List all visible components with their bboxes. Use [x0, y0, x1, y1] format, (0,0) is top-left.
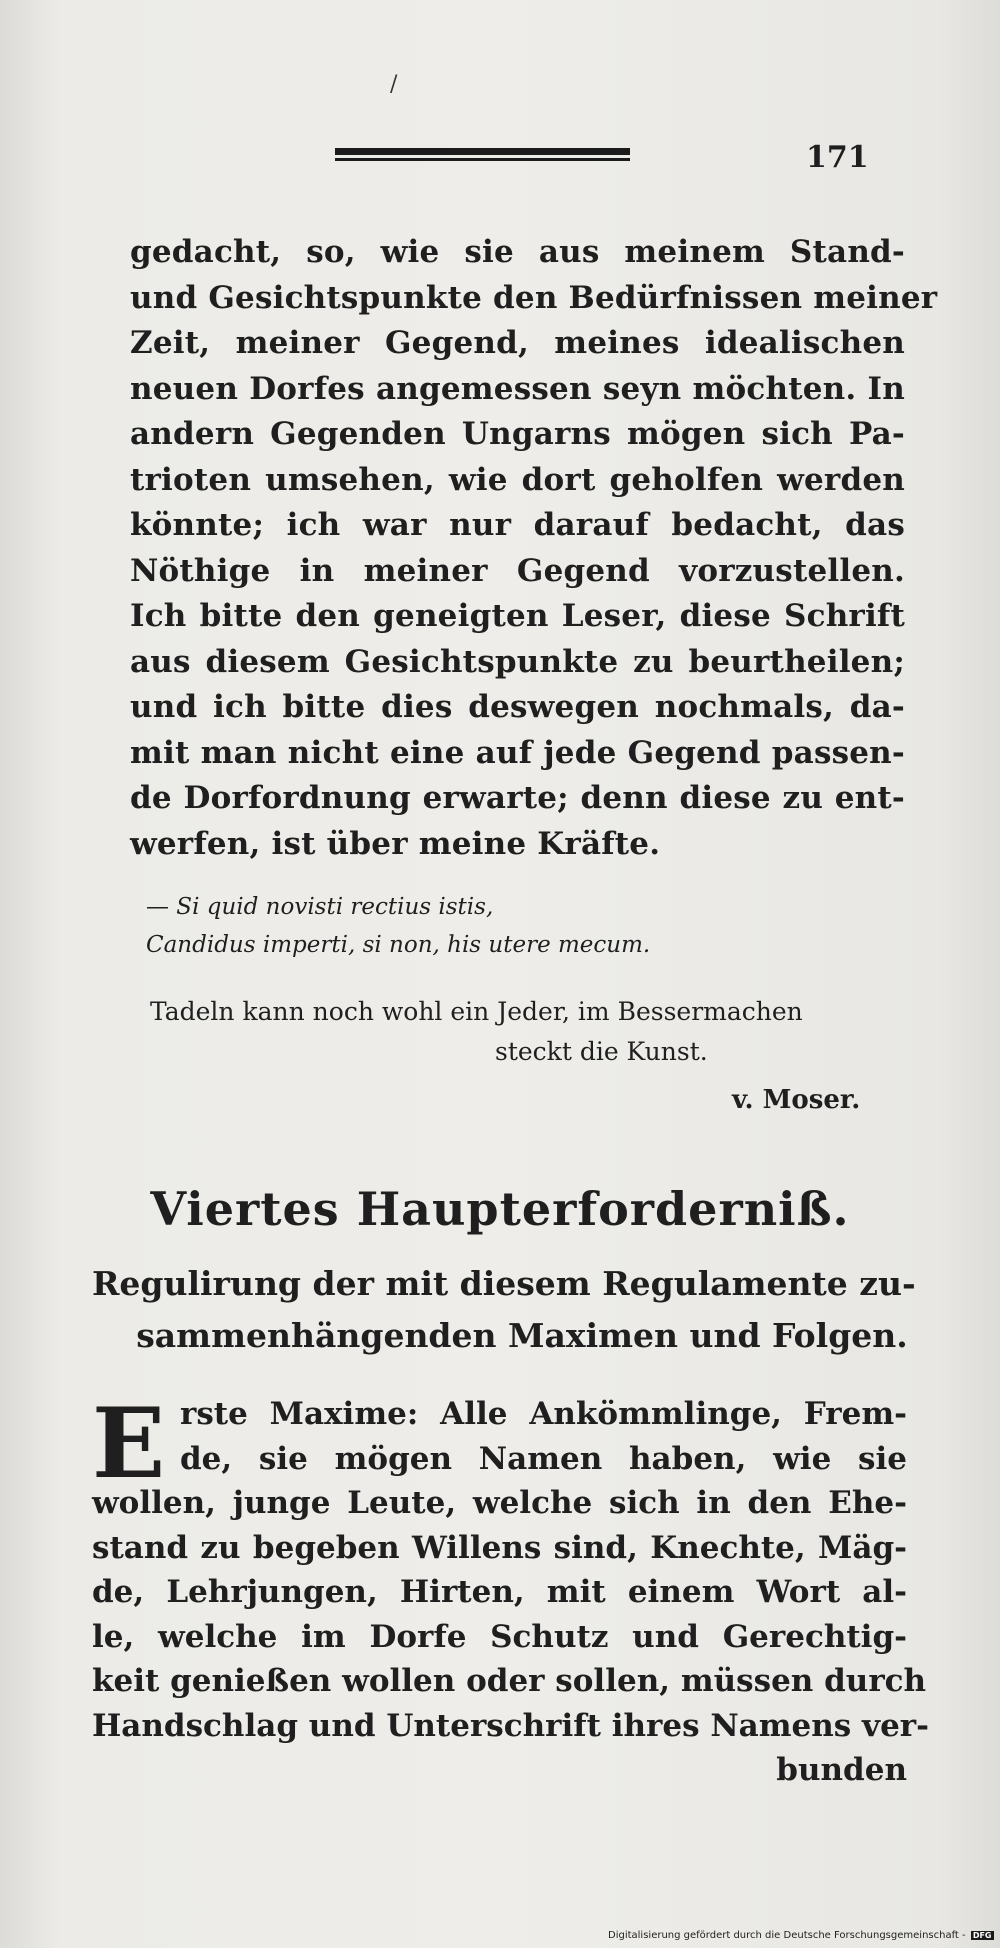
- paragraph-line: rste Maxime: Alle Ankömmlinge, Frem-: [180, 1396, 907, 1432]
- text-line: gedacht, so, wie sie aus meinem Stand-: [130, 234, 905, 270]
- paragraph: [92, 1387, 929, 1793]
- text-line: und Gesichtspunkte den Bedürfnissen meiner: [130, 279, 938, 316]
- text-line: aus diesem Gesichtspunkte zu beurtheilen;: [130, 643, 905, 680]
- text-line: trioten umsehen, wie dort geholfen werden: [130, 461, 905, 498]
- subheading: [92, 1258, 916, 1362]
- footer-text: Digitalisierung gefördert durch die Deutsche Forschungsgemeinschaft -: [608, 1930, 966, 1941]
- text-line: Ich bitte den geneigten Leser, diese Schrift: [130, 598, 905, 634]
- header-rule-thick: [335, 148, 630, 155]
- text-line: werfen, ist über meine Kräfte.: [130, 825, 661, 862]
- body-text: [130, 230, 938, 867]
- text-line: andern Gegenden Ungarns mögen sich Pa-: [130, 416, 905, 452]
- text-line: de Dorfordnung erwarte; denn diese zu ent-: [130, 780, 905, 816]
- text-line: neuen Dorfes angemessen seyn möchten. In: [130, 370, 905, 407]
- verse-line: Tadeln kann noch wohl ein Jeder, im Bessermachen: [150, 997, 803, 1026]
- quote-line: Candidus imperti, si non, his utere mecum.: [146, 932, 651, 958]
- quote-author: v. Moser.: [732, 1085, 861, 1115]
- text-line: Nöthige in meiner Gegend vorzustellen.: [130, 552, 905, 589]
- text-line: könnte; ich war nur darauf bedacht, das: [130, 507, 905, 543]
- page-number: 171: [806, 140, 869, 175]
- section-heading: Viertes Haupterforderniß.: [150, 1182, 850, 1236]
- text-line: und ich bitte dies deswegen nochmals, da-: [130, 689, 905, 725]
- paragraph-line: le, welche im Dorfe Schutz und Gerechtig-: [92, 1618, 907, 1655]
- digitization-footer: [608, 1930, 994, 1941]
- german-verse: [150, 992, 910, 1072]
- dfg-logo: DFG: [972, 1930, 992, 1940]
- latin-quote: [146, 888, 906, 964]
- stray-mark: /: [390, 72, 398, 97]
- paragraph-line: de, sie mögen Namen haben, wie sie: [180, 1440, 907, 1477]
- quote-line: — Si quid novisti rectius istis,: [146, 894, 494, 920]
- verse-line: steckt die Kunst.: [495, 1037, 708, 1066]
- text-line: mit man nicht eine auf jede Gegend passen-: [130, 734, 905, 771]
- subheading-line: Regulirung der mit diesem Regulamente zu-: [92, 1264, 916, 1303]
- paragraph-line: de, Lehrjungen, Hirten, mit einem Wort al-: [92, 1574, 907, 1610]
- paragraph-line: keit genießen wollen oder sollen, müssen durch: [92, 1663, 927, 1699]
- drop-cap: E: [92, 1387, 166, 1500]
- catchword: bunden: [776, 1752, 907, 1788]
- paragraph-line: wollen, junge Leute, welche sich in den Ehe-: [92, 1485, 907, 1521]
- subheading-line: sammenhängenden Maximen und Folgen.: [136, 1316, 908, 1355]
- text-line: Zeit, meiner Gegend, meines idealischen: [130, 325, 905, 361]
- paragraph-line: stand zu begeben Willens sind, Knechte, Mäg-: [92, 1529, 907, 1566]
- header-rule-thin: [335, 158, 630, 161]
- paragraph-line: Handschlag und Unterschrift ihres Namens ver-: [92, 1707, 929, 1744]
